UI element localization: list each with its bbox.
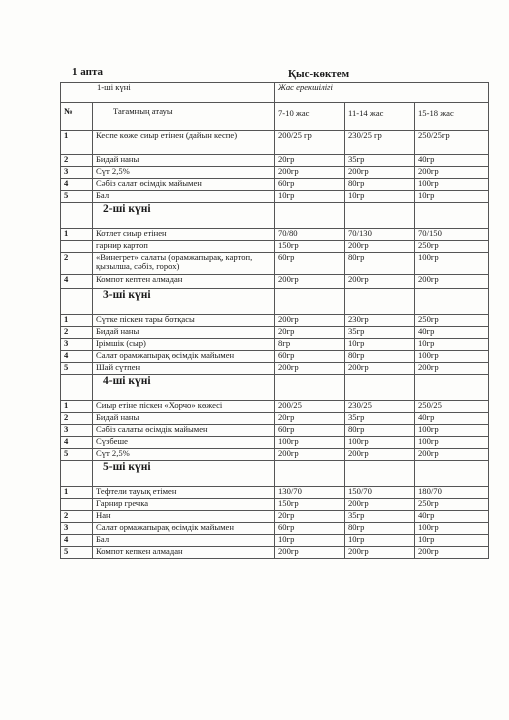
- col-age1-header: 7-10 жас: [275, 103, 345, 131]
- col-name-header: Тағамның атауы: [93, 103, 275, 131]
- day-title-empty-cell: [415, 461, 489, 487]
- day-col-label: 1-ші күні: [61, 83, 275, 103]
- day-title-empty-cell: [415, 203, 489, 229]
- item-name: Кеспе көже сиыр етінен (дайын кеспе): [93, 131, 275, 155]
- portion-15-18: 70/150: [415, 229, 489, 241]
- portion-15-18: 40гр: [415, 413, 489, 425]
- item-name: Сәбіз салат өсімдік майымен: [93, 179, 275, 191]
- item-number: 4: [61, 275, 93, 289]
- portion-11-14: 100гр: [345, 437, 415, 449]
- item-name: Гарнир гречка: [93, 499, 275, 511]
- item-number: 4: [61, 535, 93, 547]
- item-number: 2: [61, 413, 93, 425]
- item-number: 1: [61, 487, 93, 499]
- portion-7-10: 10гр: [275, 191, 345, 203]
- item-number: 2: [61, 253, 93, 275]
- portion-15-18: 40гр: [415, 327, 489, 339]
- portion-7-10: 20гр: [275, 327, 345, 339]
- item-number: 1: [61, 315, 93, 327]
- item-name: Сүт 2,5%: [93, 449, 275, 461]
- item-name: Ірімшік (сыр): [93, 339, 275, 351]
- portion-7-10: 130/70: [275, 487, 345, 499]
- item-name: Бидай наны: [93, 413, 275, 425]
- table-row: [61, 155, 489, 167]
- item-name: Сүт 2,5%: [93, 167, 275, 179]
- portion-11-14: 200гр: [345, 363, 415, 375]
- portion-7-10: 200гр: [275, 167, 345, 179]
- portion-7-10: 200/25: [275, 401, 345, 413]
- portion-7-10: 200гр: [275, 449, 345, 461]
- portion-15-18: 40гр: [415, 155, 489, 167]
- item-name: Бидай наны: [93, 155, 275, 167]
- day-title-empty-cell: [345, 289, 415, 315]
- item-name: Сиыр етіне піскен «Хорчо» көжесі: [93, 401, 275, 413]
- item-number: 5: [61, 363, 93, 375]
- portion-7-10: 150гр: [275, 241, 345, 253]
- week-label: 1 апта: [72, 66, 103, 78]
- portion-11-14: 200гр: [345, 499, 415, 511]
- day-title-empty-cell: [415, 375, 489, 401]
- portion-11-14: 200гр: [345, 241, 415, 253]
- portion-15-18: 200гр: [415, 363, 489, 375]
- item-number: 4: [61, 351, 93, 363]
- table-row: [61, 449, 489, 461]
- col-age2-header: 11-14 жас: [345, 103, 415, 131]
- table-row: [61, 535, 489, 547]
- table-row: [61, 511, 489, 523]
- portion-15-18: 200гр: [415, 275, 489, 289]
- day-title-empty-cell: [345, 203, 415, 229]
- portion-15-18: 100гр: [415, 253, 489, 275]
- portion-15-18: 40гр: [415, 511, 489, 523]
- portion-11-14: 200гр: [345, 167, 415, 179]
- item-name: Компот кепкен алмадан: [93, 547, 275, 559]
- item-number: 5: [61, 449, 93, 461]
- item-name: Нан: [93, 511, 275, 523]
- item-name: Салат орамжапырақ өсімдік майымен: [93, 351, 275, 363]
- portion-7-10: 60гр: [275, 179, 345, 191]
- day-title-empty-cell: [345, 375, 415, 401]
- item-name: Котлет сиыр етінен: [93, 229, 275, 241]
- portion-15-18: 200гр: [415, 167, 489, 179]
- table-row: [61, 229, 489, 241]
- portion-7-10: 60гр: [275, 351, 345, 363]
- item-number: 1: [61, 229, 93, 241]
- day-title-row: [61, 289, 489, 315]
- portion-11-14: 200гр: [345, 449, 415, 461]
- portion-15-18: 10гр: [415, 535, 489, 547]
- portion-11-14: 200гр: [345, 275, 415, 289]
- day-title: 2-ші күні: [93, 203, 275, 229]
- portion-11-14: 35гр: [345, 155, 415, 167]
- item-name: Салат ормажапырақ өсімдік майымен: [93, 523, 275, 535]
- portion-11-14: 80гр: [345, 179, 415, 191]
- item-name: Бал: [93, 191, 275, 203]
- day-title-empty-cell: [275, 461, 345, 487]
- portion-15-18: 250гр: [415, 241, 489, 253]
- portion-15-18: 200гр: [415, 547, 489, 559]
- portion-7-10: 100гр: [275, 437, 345, 449]
- day-title-num-cell: [61, 289, 93, 315]
- table-row: [61, 363, 489, 375]
- item-name: Сәбіз салаты өсімдік майымен: [93, 425, 275, 437]
- portion-15-18: 10гр: [415, 191, 489, 203]
- day-title: 4-ші күні: [93, 375, 275, 401]
- day-title-row: [61, 375, 489, 401]
- season-label: Қыс-көктем: [288, 68, 350, 80]
- portion-11-14: 200гр: [345, 547, 415, 559]
- portion-7-10: 150гр: [275, 499, 345, 511]
- table-row: [61, 425, 489, 437]
- item-number: [61, 499, 93, 511]
- table-row: [61, 413, 489, 425]
- day-title-empty-cell: [275, 375, 345, 401]
- portion-15-18: 100гр: [415, 523, 489, 535]
- day-title: 3-ші күні: [93, 289, 275, 315]
- item-name: «Винегрет» салаты (орамжапырақ, картоп, қызылша, сәбіз, горох): [93, 253, 275, 275]
- day-title-empty-cell: [415, 289, 489, 315]
- portion-11-14: 70/130: [345, 229, 415, 241]
- portion-15-18: 250/25гр: [415, 131, 489, 155]
- day-title-empty-cell: [275, 289, 345, 315]
- item-name: Бидай наны: [93, 327, 275, 339]
- day-title-num-cell: [61, 203, 93, 229]
- item-name: Бал: [93, 535, 275, 547]
- portion-7-10: 200гр: [275, 547, 345, 559]
- portion-11-14: 10гр: [345, 535, 415, 547]
- item-name: Сүзбеше: [93, 437, 275, 449]
- day-title-empty-cell: [275, 203, 345, 229]
- item-number: 3: [61, 425, 93, 437]
- portion-11-14: 80гр: [345, 523, 415, 535]
- portion-15-18: 100гр: [415, 425, 489, 437]
- portion-7-10: 70/80: [275, 229, 345, 241]
- portion-11-14: 230гр: [345, 315, 415, 327]
- item-number: 5: [61, 191, 93, 203]
- col-age3-header: 15-18 жас: [415, 103, 489, 131]
- portion-7-10: 20гр: [275, 511, 345, 523]
- portion-7-10: 200/25 гр: [275, 131, 345, 155]
- portion-7-10: 8гр: [275, 339, 345, 351]
- portion-15-18: 10гр: [415, 339, 489, 351]
- item-number: 3: [61, 523, 93, 535]
- table-row: [61, 131, 489, 155]
- day-title-row: [61, 461, 489, 487]
- header-row-top: [61, 83, 489, 103]
- portion-11-14: 80гр: [345, 351, 415, 363]
- item-name: Компот кептен алмадан: [93, 275, 275, 289]
- portion-11-14: 80гр: [345, 425, 415, 437]
- day-title-row: [61, 203, 489, 229]
- table-row: [61, 499, 489, 511]
- table-row: [61, 339, 489, 351]
- header-row-columns: [61, 103, 489, 131]
- table-row: [61, 523, 489, 535]
- table-row: [61, 275, 489, 289]
- table-row: [61, 351, 489, 363]
- portion-7-10: 200гр: [275, 315, 345, 327]
- portion-15-18: 200гр: [415, 449, 489, 461]
- item-name: Тефтели тауық етімен: [93, 487, 275, 499]
- menu-table: [60, 82, 489, 559]
- portion-7-10: 10гр: [275, 535, 345, 547]
- portion-15-18: 180/70: [415, 487, 489, 499]
- item-name: гарнир картоп: [93, 241, 275, 253]
- portion-7-10: 200гр: [275, 363, 345, 375]
- portion-11-14: 230/25 гр: [345, 131, 415, 155]
- portion-11-14: 10гр: [345, 339, 415, 351]
- item-number: 1: [61, 131, 93, 155]
- portion-7-10: 60гр: [275, 425, 345, 437]
- table-row: [61, 241, 489, 253]
- item-name: Шай сүтпен: [93, 363, 275, 375]
- portion-11-14: 150/70: [345, 487, 415, 499]
- portion-15-18: 100гр: [415, 179, 489, 191]
- item-number: 3: [61, 167, 93, 179]
- item-number: 2: [61, 511, 93, 523]
- item-number: 3: [61, 339, 93, 351]
- portion-7-10: 20гр: [275, 413, 345, 425]
- day-title: 5-ші күні: [93, 461, 275, 487]
- table-row: [61, 437, 489, 449]
- portion-7-10: 60гр: [275, 253, 345, 275]
- portion-15-18: 250гр: [415, 315, 489, 327]
- portion-11-14: 35гр: [345, 511, 415, 523]
- portion-7-10: 60гр: [275, 523, 345, 535]
- item-number: 2: [61, 327, 93, 339]
- item-number: 4: [61, 179, 93, 191]
- table-row: [61, 167, 489, 179]
- item-name: Сүтке піскен тары ботқасы: [93, 315, 275, 327]
- table-row: [61, 327, 489, 339]
- item-number: 1: [61, 401, 93, 413]
- table-row: [61, 401, 489, 413]
- day-title-empty-cell: [345, 461, 415, 487]
- portion-11-14: 230/25: [345, 401, 415, 413]
- table-row: [61, 547, 489, 559]
- portion-11-14: 80гр: [345, 253, 415, 275]
- portion-7-10: 20гр: [275, 155, 345, 167]
- portion-7-10: 200гр: [275, 275, 345, 289]
- table-row: [61, 191, 489, 203]
- item-number: 5: [61, 547, 93, 559]
- item-number: 2: [61, 155, 93, 167]
- table-row: [61, 487, 489, 499]
- portion-15-18: 250/25: [415, 401, 489, 413]
- portion-15-18: 100гр: [415, 351, 489, 363]
- portion-11-14: 35гр: [345, 413, 415, 425]
- table-row: [61, 179, 489, 191]
- portion-15-18: 100гр: [415, 437, 489, 449]
- item-number: 4: [61, 437, 93, 449]
- table-row: [61, 253, 489, 275]
- col-num-header: №: [61, 103, 93, 131]
- portion-15-18: 250гр: [415, 499, 489, 511]
- day-title-num-cell: [61, 461, 93, 487]
- item-number: [61, 241, 93, 253]
- portion-11-14: 35гр: [345, 327, 415, 339]
- portion-11-14: 10гр: [345, 191, 415, 203]
- day-title-num-cell: [61, 375, 93, 401]
- age-group-label: Жас ерекшілігі: [275, 83, 489, 103]
- table-row: [61, 315, 489, 327]
